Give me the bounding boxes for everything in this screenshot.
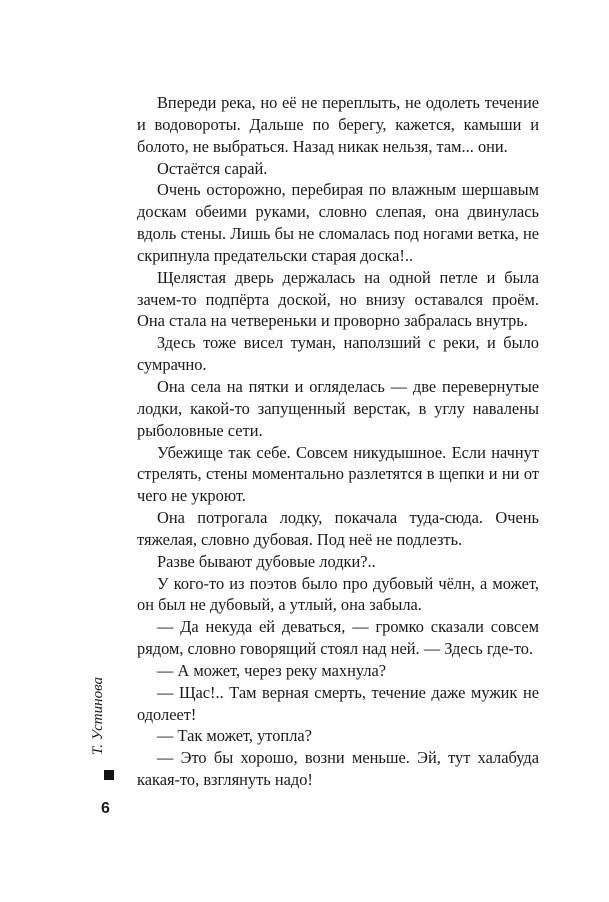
running-head-marker [104, 770, 114, 780]
running-head-author: Т. Устинова [90, 677, 106, 756]
paragraph: Очень осторожно, перебирая по влажным шершавым доскам обеими руками, словно слепая, она двинулась вдоль стены. Лишь бы не сломалась под ногами ветка, не скрипнула предательски старая доска!.. [137, 180, 539, 265]
dialogue-line: — Щас!.. Там верная смерть, течение даже мужик не одолеет! [137, 682, 539, 724]
paragraph: Разве бывают дубовые лодки?.. [157, 551, 376, 571]
paragraph: Здесь тоже висел туман, наползший с реки, и было сумрачно. [137, 333, 539, 375]
dialogue-line: — Так может, утопла? [157, 726, 312, 746]
paragraph: Щелястая дверь держалась на одной петле и была зачем-то подпёрта доской, но внизу оставался проём. Она стала на четвереньки и проворно забралась внутрь. [137, 267, 539, 331]
paragraph: Она потрогала лодку, покачала туда-сюда. Очень тяжелая, словно дубовая. Под неё не подлезть. [137, 508, 539, 549]
paragraph: У кого-то из поэтов было про дубовый чёлн, а может, он был не дубовый, а утлый, она забыла. [137, 573, 539, 615]
paragraph: Она села на пятки и огляделась — две перевернутые лодки, какой-то запущенный верстак, в углу навалены рыболовные сети. [137, 376, 539, 440]
paragraph: Остаётся сарай. [157, 158, 268, 178]
body-text [137, 92, 539, 791]
dialogue-line: — Это бы хорошо, возни меньше. Эй, тут халабуда какая-то, взглянуть надо! [137, 748, 539, 790]
dialogue-line: — А может, через реку махнула? [157, 660, 387, 680]
paragraph: Убежище так себе. Совсем никудышное. Если начнут стрелять, стены моментально разлетятся в щепки и ни от чего не укроют. [137, 442, 539, 506]
page-number: 6 [101, 800, 110, 817]
paragraph: Впереди река, но её не переплыть, не одолеть течение и водовороты. Дальше по берегу, кажется, камыши и болото, не выбраться. Назад никак нельзя, там... они. [137, 93, 539, 156]
dialogue-line: — Да некуда ей деваться, — громко сказали совсем рядом, словно говорящий стоял над ней. — Здесь где-то. [137, 617, 539, 659]
